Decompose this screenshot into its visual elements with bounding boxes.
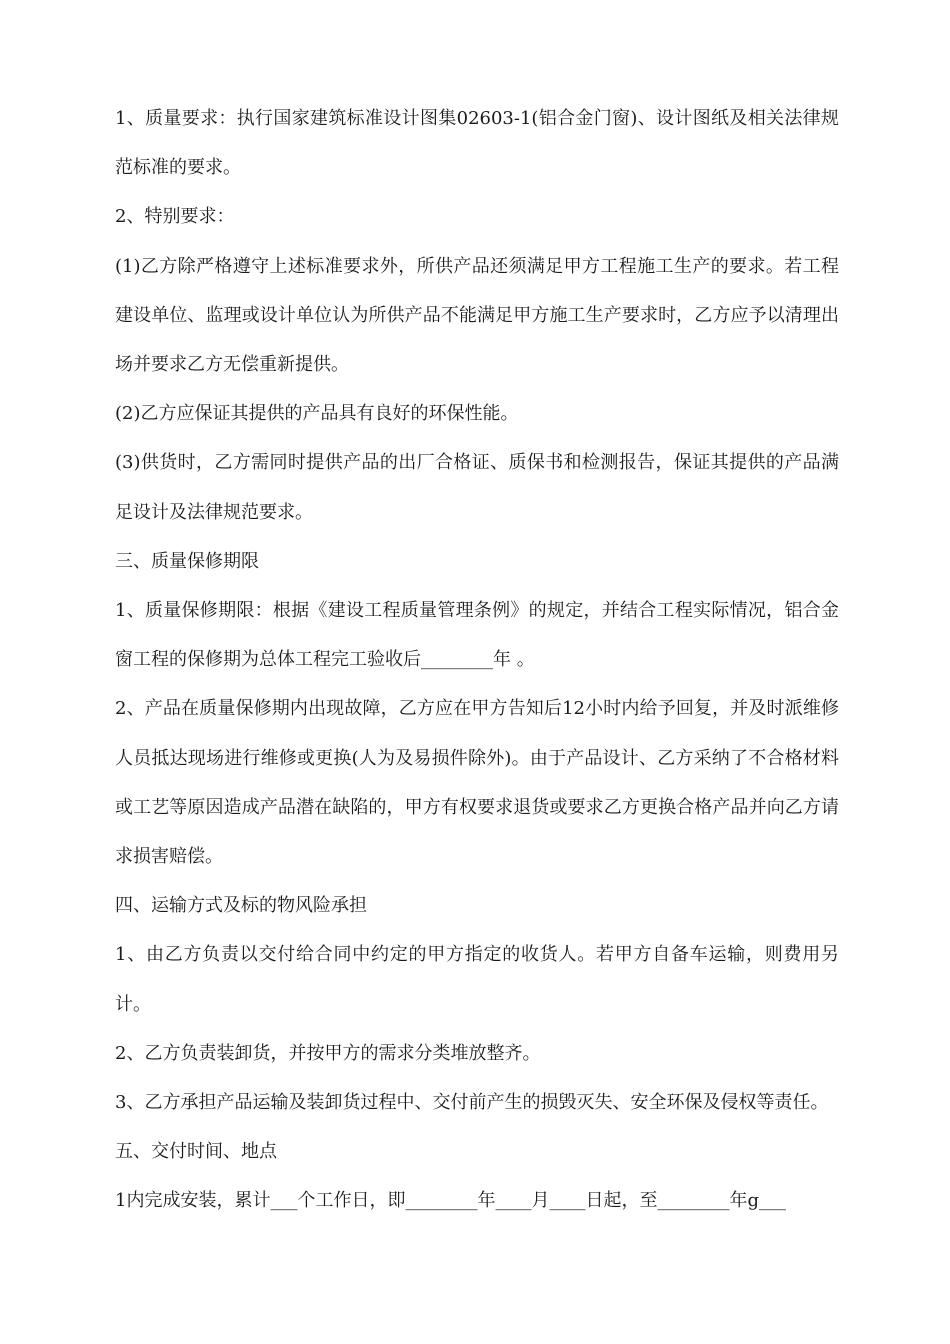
paragraph-transport-1: 1、由乙方负责以交付给合同中约定的甲方指定的收货人。若甲方自备车运输，则费用另计。 — [115, 944, 839, 1015]
paragraph-warranty-repair: 2、产品在质量保修期内出现故障，乙方应在甲方告知后12小时内给予回复，并及时派维修人员抵达现场进行维修或更换(人为及易损件除外)。由于产品设计、乙方采纳了不合格材料或工艺等原因造成产品潜在缺陷的，甲方有权要求退货或要求乙方更换合格产品并向乙方请求损害赔偿。 — [115, 698, 839, 868]
document-body — [115, 94, 839, 1226]
paragraph-quality-requirement: 1、质量要求：执行国家建筑标准设计图集02603-1(铝合金门窗)、设计图纸及相关法律规范标准的要求。 — [115, 108, 839, 179]
paragraph-delivery-1: 1内完成安装，累计___个工作日，即________年____月____日起，至________年g___ — [115, 1190, 786, 1212]
paragraph-special-item-3: (3)供货时，乙方需同时提供产品的出厂合格证、质保书和检测报告，保证其提供的产品满足设计及法律规范要求。 — [115, 452, 839, 523]
paragraph-warranty-period: 1、质量保修期限：根据《建设工程质量管理条例》的规定，并结合工程实际情况，铝合金窗工程的保修期为总体工程完工验收后________年 。 — [115, 600, 839, 671]
paragraph-special-requirement: 2、特别要求： — [115, 206, 235, 228]
paragraph-special-item-2: (2)乙方应保证其提供的产品具有良好的环保性能。 — [115, 403, 519, 425]
section-heading-delivery: 五、交付时间、地点 — [115, 1141, 277, 1163]
paragraph-transport-3: 3、乙方承担产品运输及装卸货过程中、交付前产生的损毁灭失、安全环保及侵权等责任。 — [115, 1092, 829, 1114]
paragraph-special-item-1: (1)乙方除严格遵守上述标准要求外，所供产品还须满足甲方工程施工生产的要求。若工程建设单位、监理或设计单位认为所供产品不能满足甲方施工生产要求时，乙方应予以清理出场并要求乙方无偿重新提供。 — [115, 255, 839, 376]
section-heading-transport: 四、运输方式及标的物风险承担 — [115, 895, 367, 917]
section-heading-warranty: 三、质量保修期限 — [115, 550, 259, 572]
paragraph-transport-2: 2、乙方负责装卸货，并按甲方的需求分类堆放整齐。 — [115, 1042, 541, 1064]
